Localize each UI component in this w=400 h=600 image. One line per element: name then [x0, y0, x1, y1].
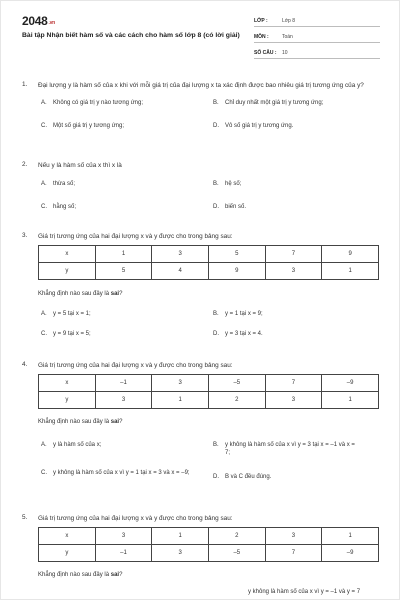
worksheet-meta [254, 16, 380, 64]
option-c[interactable]: C. y không là hàm số của x vì y = 1 tại x = 3 và x = –9; [41, 470, 190, 476]
option-d[interactable]: D. B và C đều đúng. [213, 474, 272, 480]
options [38, 99, 382, 143]
options [38, 310, 382, 350]
question-5 [22, 514, 382, 596]
question-prompt: Khẳng định nào sau đây là sai? [38, 291, 123, 297]
options [38, 437, 382, 501]
question-text: Giá trị tương ứng của hai đại lượng x và y được cho trong bảng sau: [38, 362, 233, 369]
question-1 [22, 81, 382, 143]
site-logo[interactable]: 2048.vn [22, 14, 55, 28]
question-text: Giá trị tương ứng của hai đại lượng x và y được cho trong bảng sau: [38, 515, 233, 522]
option-b[interactable]: B. hệ số; [213, 181, 242, 187]
option-b[interactable]: B. y = 1 tại x = 9; [213, 311, 263, 317]
table-row-y: y –1 3 –5 7 –9 [39, 545, 379, 562]
option-a[interactable]: A. y = 5 tại x = 1; [41, 311, 91, 317]
question-number: 2. [22, 161, 28, 168]
option-b-partial[interactable]: y không là hàm số của x vì y = –1 và y = 7 [248, 589, 361, 595]
options [38, 586, 382, 596]
page-title: Bài tập Nhận biết hàm số và các cách cho hàm số lớp 8 (có lời giải) [22, 32, 240, 39]
option-a[interactable]: A. Không có giá trị y nào tương ứng; [41, 100, 144, 106]
question-text: Giá trị tương ứng của hai đại lượng x và y được cho trong bảng sau: [38, 233, 233, 240]
option-c[interactable]: C. Một số giá trị y tương ứng; [41, 123, 124, 129]
option-a[interactable]: A. y là hàm số của x; [41, 442, 102, 448]
question-2 [22, 161, 382, 220]
table-row-x: x 3 1 2 3 1 [39, 528, 379, 545]
value-table [38, 374, 379, 409]
header [1, 1, 400, 61]
question-number: 4. [22, 361, 28, 368]
option-a[interactable]: A. thừa số; [41, 181, 76, 187]
question-number: 5. [22, 514, 28, 521]
question-text: Nếu y là hàm số của x thì x là [38, 162, 122, 169]
option-b[interactable]: B. Chỉ duy nhất một giá trị y tương ứng; [213, 100, 324, 106]
table-row-x: x 1 3 5 7 9 [39, 246, 379, 263]
question-prompt: Khẳng định nào sau đây là sai? [38, 419, 123, 425]
options [38, 180, 382, 220]
question-4 [22, 361, 382, 501]
table-row-x: x –1 3 –5 7 –9 [39, 375, 379, 392]
value-table [38, 527, 379, 562]
meta-row-count: SỐ CÂU : 10 [254, 48, 380, 59]
question-number: 3. [22, 232, 28, 239]
meta-row-subject: MÔN : Toán [254, 32, 380, 43]
question-number: 1. [22, 81, 28, 88]
question-prompt: Khẳng định nào sau đây là sai? [38, 572, 123, 578]
option-b[interactable]: B. y không là hàm số của x vì y = 3 tại x = –1 và x = 7; [213, 442, 355, 456]
option-d[interactable]: D. biến số. [213, 204, 247, 210]
question-text: Đại lượng y là hàm số của x khi với mỗi giá trị của đại lượng x ta xác định được bao nhiêu giá trị tương ứng của y? [38, 82, 364, 89]
option-d[interactable]: D. y = 3 tại x = 4. [213, 331, 263, 337]
option-c[interactable]: C. y = 9 tại x = 5; [41, 331, 91, 337]
table-row-y: y 5 4 9 3 1 [39, 263, 379, 280]
option-c[interactable]: C. hằng số; [41, 204, 77, 210]
value-table [38, 245, 379, 280]
meta-row-grade: LỚP : Lớp 8 [254, 16, 380, 27]
table-row-y: y 3 1 2 3 1 [39, 392, 379, 409]
question-3 [22, 232, 382, 350]
option-d[interactable]: D. Vô số giá trị y tương ứng. [213, 123, 294, 129]
